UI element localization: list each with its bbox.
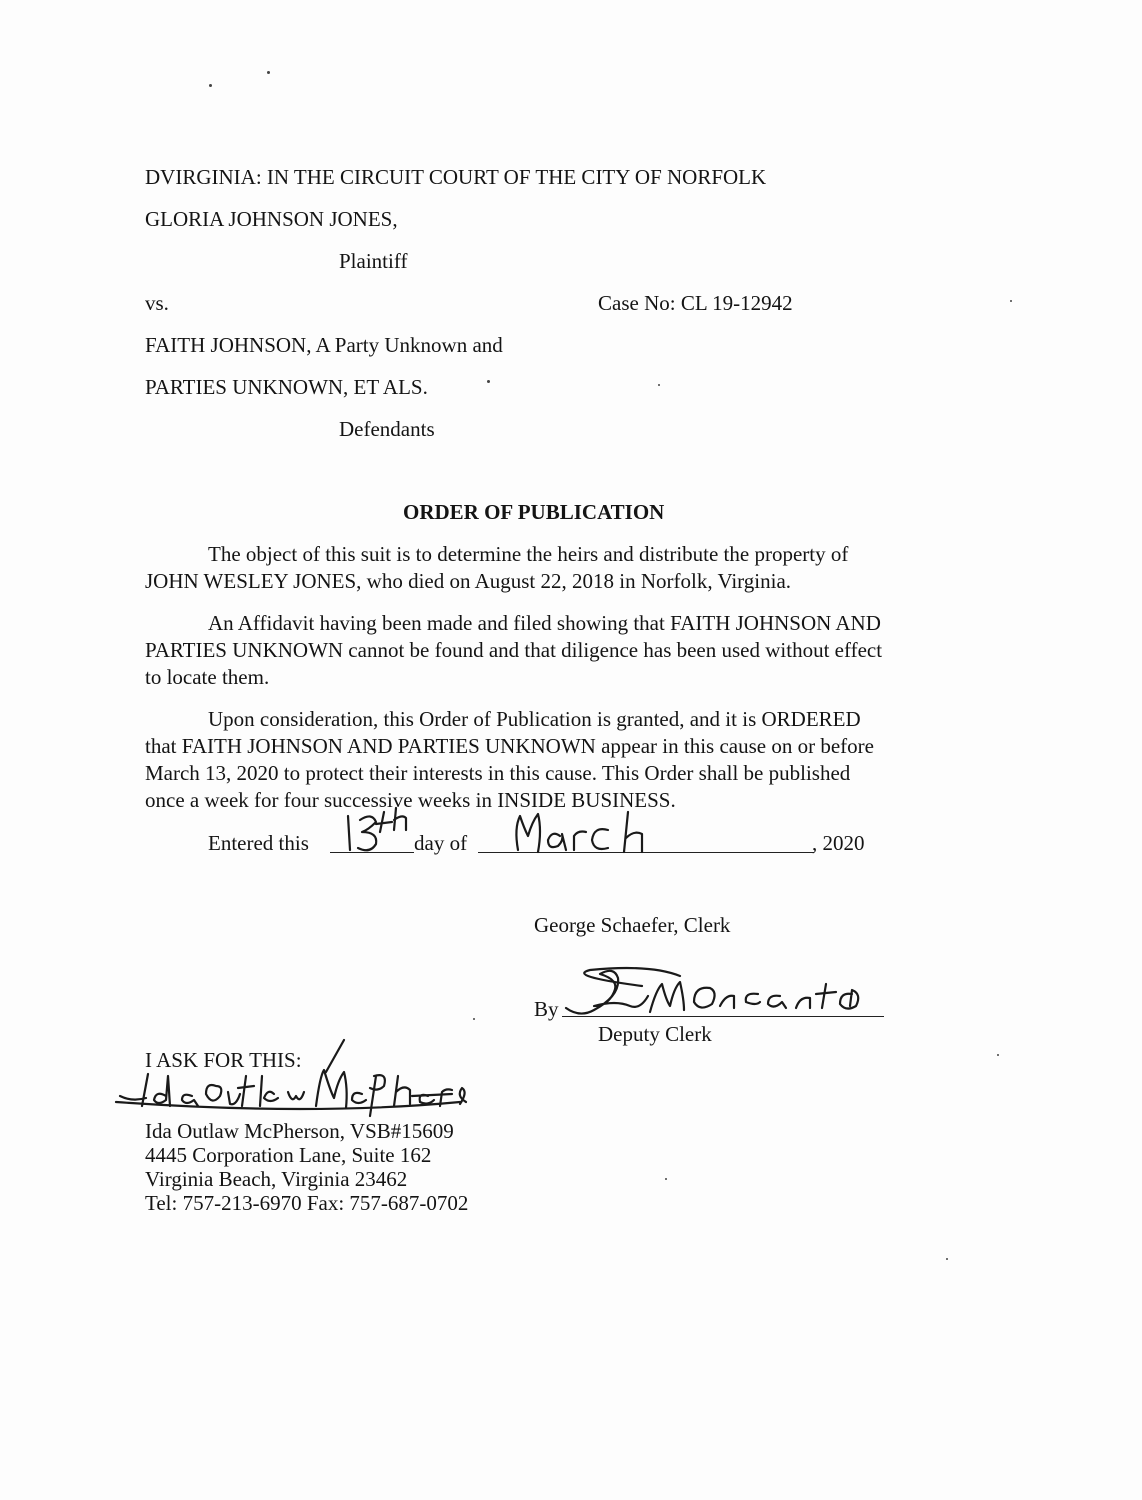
handwritten-day: [336, 806, 426, 856]
scan-speck: [209, 84, 212, 87]
case-number: Case No: CL 19-12942: [598, 291, 793, 315]
scan-speck: [658, 384, 660, 386]
deputy-clerk-label: Deputy Clerk: [598, 1022, 712, 1046]
entered-mid: day of: [414, 831, 468, 855]
plaintiff-name: GLORIA JOHNSON JONES,: [145, 207, 398, 231]
scan-speck: [997, 1054, 999, 1056]
attorney-phones: Tel: 757-213-6970 Fax: 757-687-0702: [145, 1191, 469, 1215]
scan-speck: [946, 1258, 948, 1260]
attorney-address-2: Virginia Beach, Virginia 23462: [145, 1167, 408, 1191]
paragraph-2-line-1: An Affidavit having been made and filed showing that FAITH JOHNSON AND: [208, 611, 881, 635]
scan-speck: [487, 380, 490, 383]
court-heading: DVIRGINIA: IN THE CIRCUIT COURT OF THE CITY OF NORFOLK: [145, 165, 767, 189]
paragraph-2-line-2: PARTIES UNKNOWN cannot be found and that diligence has been used without effect: [145, 638, 883, 662]
scan-speck: [665, 1178, 667, 1180]
defendant-line-1: FAITH JOHNSON, A Party Unknown and: [145, 333, 503, 357]
paragraph-1-line-2: JOHN WESLEY JONES, who died on August 22, 2018 in Norfolk, Virginia.: [145, 569, 792, 593]
paragraph-3-line-1: Upon consideration, this Order of Publication is granted, and it is ORDERED: [208, 707, 861, 731]
defendant-role: Defendants: [339, 417, 435, 441]
attorney-name: Ida Outlaw McPherson, VSB#15609: [145, 1119, 454, 1143]
scan-speck: [267, 71, 270, 74]
entered-year: , 2020: [812, 831, 865, 855]
versus-label: vs.: [145, 291, 169, 315]
defendant-line-2: PARTIES UNKNOWN, ET ALS.: [145, 375, 428, 399]
paragraph-3-line-4: once a week for four successive weeks in INSIDE BUSINESS.: [145, 788, 676, 812]
paragraph-2-line-3: to locate them.: [145, 665, 270, 689]
clerk-name: George Schaefer, Clerk: [534, 913, 731, 937]
by-label: By: [534, 997, 559, 1021]
document-title: ORDER OF PUBLICATION: [403, 500, 665, 524]
scan-speck: [473, 1018, 475, 1020]
entered-prefix: Entered this: [208, 831, 309, 855]
ask-for-this-label: I ASK FOR THIS:: [145, 1048, 302, 1072]
attorney-signature: [112, 1036, 472, 1116]
paragraph-3-line-2: that FAITH JOHNSON AND PARTIES UNKNOWN appear in this cause on or before: [145, 734, 874, 758]
paragraph-3-line-3: March 13, 2020 to protect their interests in this cause. This Order shall be published: [145, 761, 851, 785]
paragraph-1-line-1: The object of this suit is to determine the heirs and distribute the property of: [208, 542, 849, 566]
scan-speck: [1010, 300, 1012, 302]
handwritten-month: [508, 808, 688, 858]
deputy-signature: [560, 966, 900, 1026]
attorney-address-1: 4445 Corporation Lane, Suite 162: [145, 1143, 432, 1167]
plaintiff-role: Plaintiff: [339, 249, 408, 273]
